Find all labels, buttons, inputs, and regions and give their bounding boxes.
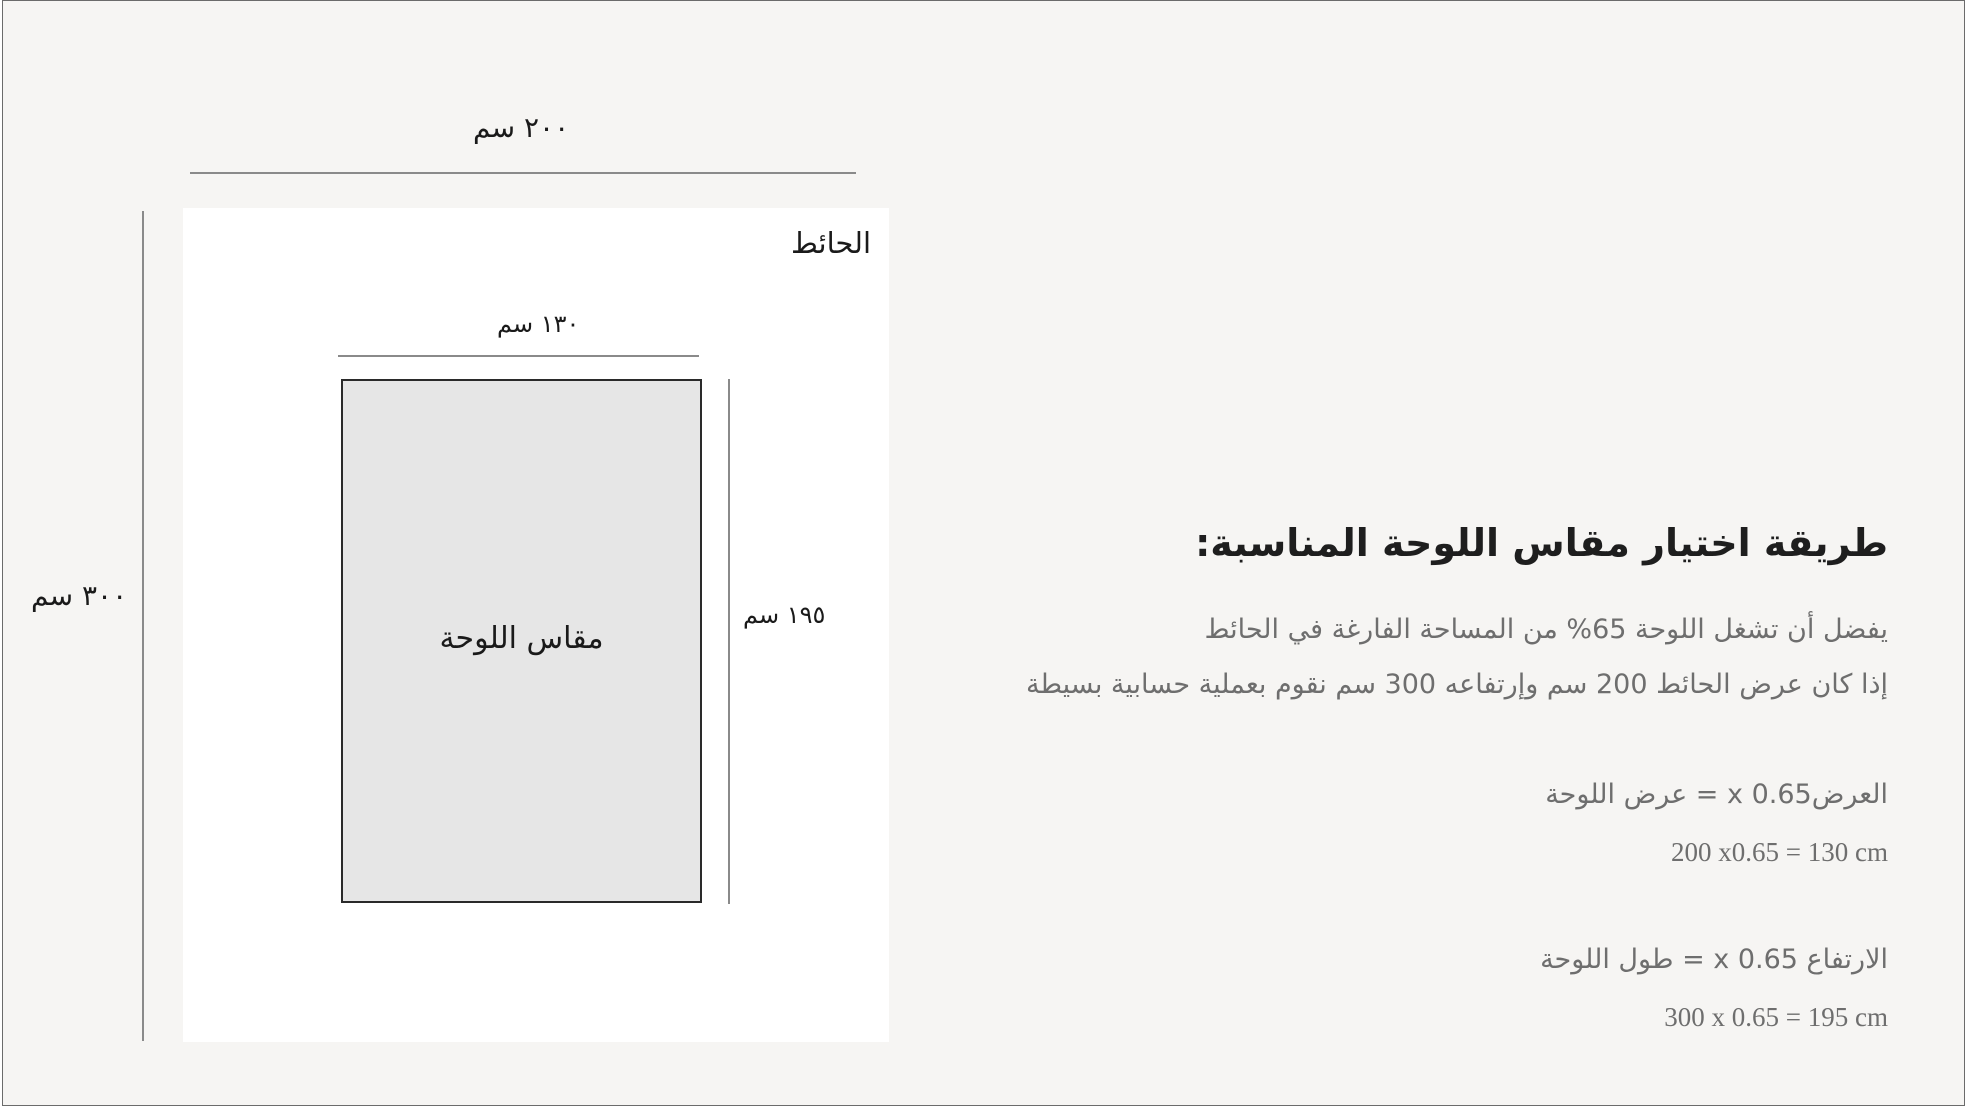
wall-height-label: ٣٠٠ سم bbox=[31, 579, 128, 612]
height-formula: الارتفاع x 0.65 = طول اللوحة bbox=[1540, 944, 1888, 975]
slide bbox=[2, 0, 1965, 1106]
width-result: 200 x0.65 = 130 cm bbox=[1671, 837, 1888, 867]
heading: طريقة اختيار مقاس اللوحة المناسبة: bbox=[1195, 521, 1888, 565]
painting-height-label: ١٩٥ سم bbox=[743, 601, 826, 629]
paragraph-line-2: إذا كان عرض الحائط 200 سم وإرتفاعه 300 سم نقوم بعملية حسابية بسيطة bbox=[1025, 669, 1888, 700]
painting-height-dimension-line bbox=[728, 379, 730, 904]
wall-height-dimension-line bbox=[142, 211, 144, 1041]
wall-width-label: ٢٠٠ سم bbox=[473, 111, 570, 144]
painting-rectangle bbox=[341, 379, 702, 903]
width-formula: العرضx 0.65 = عرض اللوحة bbox=[1545, 779, 1888, 810]
height-result: 300 x 0.65 = 195 cm bbox=[1664, 1002, 1888, 1032]
paragraph-line-1: يفضل أن تشغل اللوحة 65% من المساحة الفارغة في الحائط bbox=[1204, 614, 1888, 645]
painting-width-label: ١٣٠ سم bbox=[497, 310, 580, 338]
painting-label: مقاس اللوحة bbox=[439, 621, 604, 656]
wall-title: الحائط bbox=[791, 226, 872, 260]
wall-width-dimension-line bbox=[190, 172, 856, 174]
painting-width-dimension-line bbox=[338, 355, 699, 357]
